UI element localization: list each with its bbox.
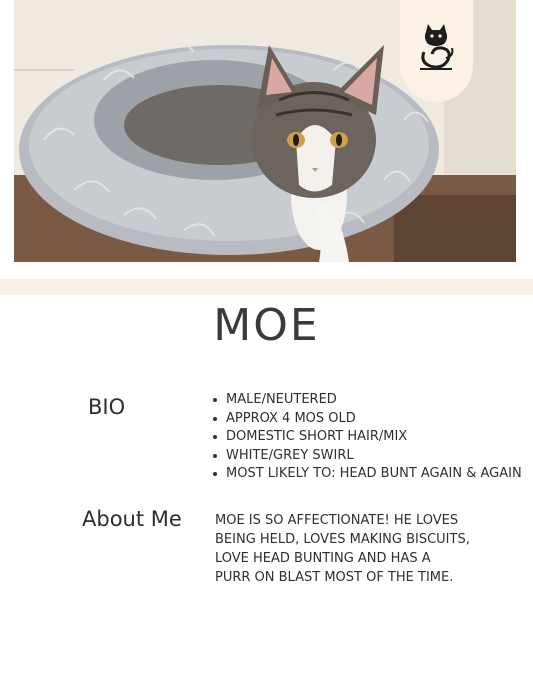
cat-logo-icon xyxy=(416,22,456,74)
about-heading: About Me xyxy=(82,507,182,531)
bio-item-color: WHITE/GREY SWIRL xyxy=(212,447,522,466)
bio-heading: BIO xyxy=(88,395,126,419)
bio-item-age: APPROX 4 MOS OLD xyxy=(212,410,522,429)
divider-band xyxy=(0,279,533,295)
bio-list xyxy=(212,391,522,484)
logo-tab xyxy=(400,0,473,102)
pet-name-title: MOE xyxy=(213,300,320,351)
bio-item-breed: DOMESTIC SHORT HAIR/MIX xyxy=(212,428,522,447)
about-description: MOE IS SO AFFECTIONATE! HE LOVES BEING HELD, LOVES MAKING BISCUITS, LOVE HEAD BUNTING AND HAS A PURR ON BLAST MOST OF THE TIME. xyxy=(215,513,470,585)
bio-item-most-likely: MOST LIKELY TO: HEAD BUNT AGAIN & AGAIN xyxy=(212,465,522,484)
bio-item-sex: MALE/NEUTERED xyxy=(212,391,522,410)
